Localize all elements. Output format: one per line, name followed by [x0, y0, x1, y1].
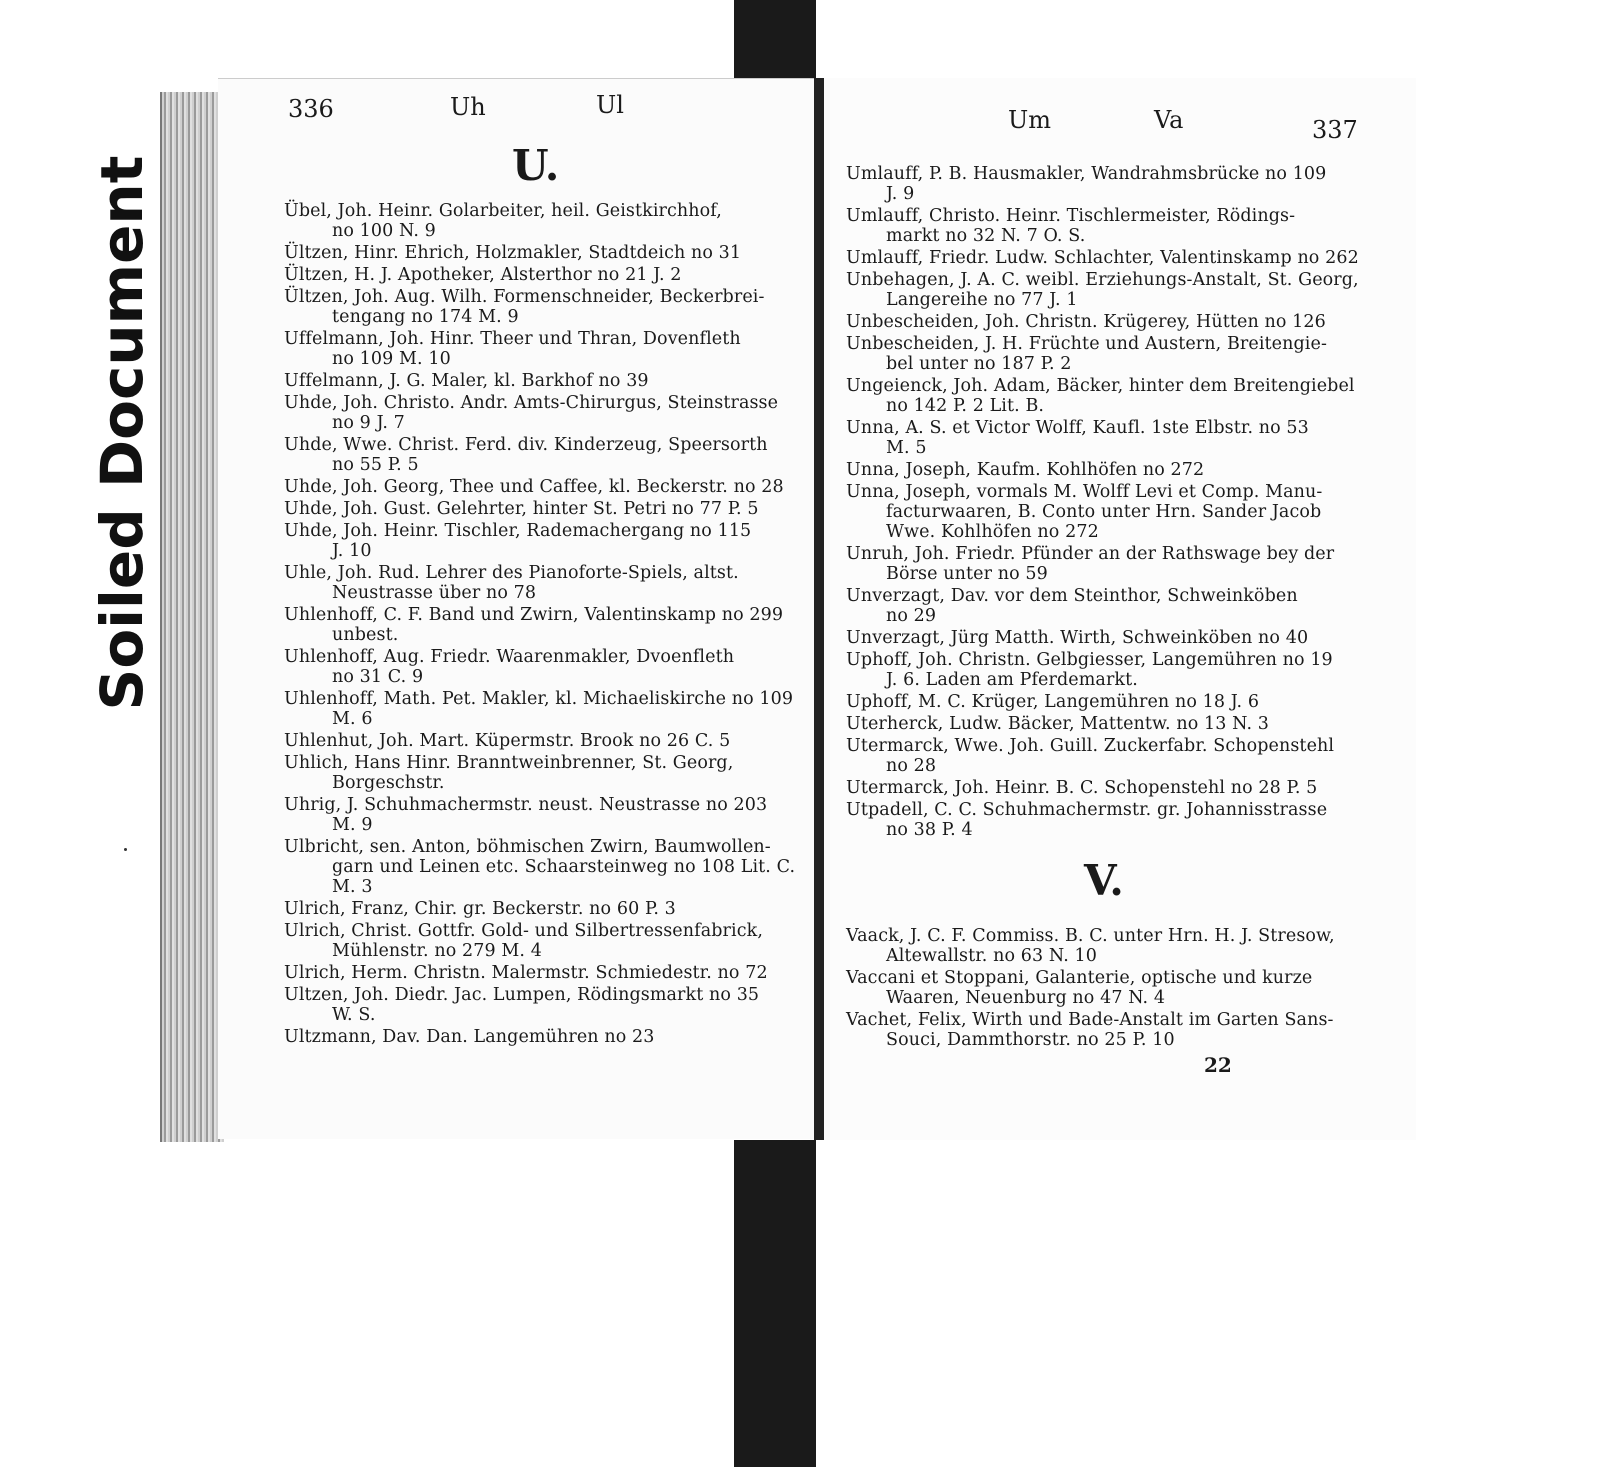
page-number: 336	[288, 95, 334, 123]
signature-mark: 22	[1204, 1053, 1232, 1077]
entry-line: Uhde, Wwe. Christ. Ferd. div. Kinderzeug, Speersorth	[284, 435, 768, 455]
directory-entry	[846, 650, 1412, 690]
entry-line: Utermarck, Wwe. Joh. Guill. Zuckerfabr. Schopenstehl	[846, 736, 1335, 756]
entry-list	[846, 164, 1412, 842]
entry-line: Umlauff, Christo. Heinr. Tischlermeister, Rödings-	[846, 206, 1296, 226]
entry-line: Uhlich, Hans Hinr. Branntweinbrenner, St. Georg,	[284, 753, 734, 773]
directory-entry	[284, 963, 814, 983]
directory-entry	[284, 837, 814, 897]
entry-continuation-line: no 100 N. 9	[332, 221, 436, 241]
entry-continuation-line: M. 5	[886, 438, 927, 458]
entry-list	[284, 201, 814, 1049]
entry-line: Ültzen, Hinr. Ehrich, Holzmakler, Stadtdeich no 31	[284, 243, 742, 263]
entry-continuation-line: Börse unter no 59	[886, 564, 1048, 584]
entry-line: Uhle, Joh. Rud. Lehrer des Pianoforte-Spiels, altst.	[284, 563, 739, 583]
entry-line: Ungeienck, Joh. Adam, Bäcker, hinter dem Breitengiebel	[846, 376, 1355, 396]
entry-continuation-line: W. S.	[332, 1005, 376, 1025]
directory-entry	[846, 586, 1412, 626]
directory-entry	[284, 243, 814, 263]
entry-line: Uhrig, J. Schuhmachermstr. neust. Neustrasse no 203	[284, 795, 768, 815]
entry-line: Unbehagen, J. A. C. weibl. Erziehungs-Anstalt, St. Georg,	[846, 270, 1359, 290]
entry-continuation-line: Wwe. Kohlhöfen no 272	[886, 522, 1099, 542]
directory-entry	[846, 270, 1412, 310]
directory-entry	[284, 477, 814, 497]
entry-line: Ulrich, Herm. Christn. Malermstr. Schmiedestr. no 72	[284, 963, 768, 983]
entry-continuation-line: no 109 M. 10	[332, 349, 451, 369]
entry-line: Vachet, Felix, Wirth und Bade-Anstalt im Garten Sans-	[846, 1010, 1334, 1030]
right-page	[824, 78, 1416, 1140]
directory-entry	[284, 731, 814, 751]
entry-continuation-line: markt no 32 N. 7 O. S.	[886, 226, 1086, 246]
entry-continuation-line: Borgeschstr.	[332, 773, 445, 793]
directory-entry	[846, 1010, 1412, 1050]
entry-continuation-line: unbest.	[332, 625, 399, 645]
speck	[124, 848, 127, 851]
entry-line: Umlauff, Friedr. Ludw. Schlachter, Valentinskamp no 262	[846, 248, 1359, 268]
directory-entry	[284, 985, 814, 1025]
entry-continuation-line: Neustrasse über no 78	[332, 583, 537, 603]
entry-continuation-line: no 142 P. 2 Lit. B.	[886, 396, 1045, 416]
entry-line: Uhde, Joh. Georg, Thee und Caffee, kl. Beckerstr. no 28	[284, 477, 784, 497]
directory-entry	[846, 926, 1412, 966]
entry-continuation-line: no 38 P. 4	[886, 820, 973, 840]
entry-continuation-line: Mühlenstr. no 279 M. 4	[332, 941, 542, 961]
book-gutter	[814, 78, 824, 1140]
running-head-left: Uh	[450, 93, 486, 121]
directory-entry	[284, 435, 814, 475]
entry-line: Uhlenhoff, Math. Pet. Makler, kl. Michaeliskirche no 109	[284, 689, 794, 709]
entry-continuation-line: no 28	[886, 756, 937, 776]
directory-entry	[284, 329, 814, 369]
directory-entry	[284, 201, 814, 241]
directory-entry	[846, 376, 1412, 416]
entry-continuation-line: Altewallstr. no 63 N. 10	[886, 946, 1097, 966]
running-head-right: Va	[1154, 106, 1184, 134]
entry-line: Uhde, Joh. Gust. Gelehrter, hinter St. Petri no 77 P. 5	[284, 499, 759, 519]
entry-line: Vaack, J. C. F. Commiss. B. C. unter Hrn. H. J. Stresow,	[846, 926, 1335, 946]
directory-entry	[284, 371, 814, 391]
directory-entry	[846, 714, 1412, 734]
entry-line: Ultzen, Joh. Diedr. Jac. Lumpen, Rödingsmarkt no 35	[284, 985, 760, 1005]
entry-line: Ulbricht, sen. Anton, böhmischen Zwirn, Baumwollen-	[284, 837, 771, 857]
entry-line: Unbescheiden, J. H. Früchte und Austern, Breitengie-	[846, 334, 1327, 354]
entry-continuation-line: J. 10	[332, 541, 372, 561]
entry-list-v	[846, 926, 1412, 1052]
directory-entry	[284, 689, 814, 729]
entry-line: Ültzen, Joh. Aug. Wilh. Formenschneider, Beckerbrei-	[284, 287, 765, 307]
directory-entry	[284, 287, 814, 327]
entry-line: Uhlenhoff, Aug. Friedr. Waarenmakler, Dvoenfleth	[284, 647, 735, 667]
entry-line: Ulrich, Franz, Chir. gr. Beckerstr. no 60 P. 3	[284, 899, 676, 919]
entry-continuation-line: facturwaaren, B. Conto unter Hrn. Sander Jacob	[886, 502, 1322, 522]
directory-entry	[846, 628, 1412, 648]
entry-line: Uhde, Joh. Christo. Andr. Amts-Chirurgus, Steinstrasse	[284, 393, 779, 413]
document-label: Soiled Document	[88, 155, 156, 711]
directory-entry	[284, 605, 814, 645]
binding-tab-bottom	[734, 1140, 816, 1467]
entry-line: Uphoff, M. C. Krüger, Langemühren no 18 J. 6	[846, 692, 1260, 712]
entry-line: Utermarck, Joh. Heinr. B. C. Schopenstehl no 28 P. 5	[846, 778, 1318, 798]
directory-entry	[846, 482, 1412, 542]
directory-entry	[284, 521, 814, 561]
entry-line: Übel, Joh. Heinr. Golarbeiter, heil. Geistkirchhof,	[284, 201, 722, 221]
entry-line: Unna, Joseph, Kaufm. Kohlhöfen no 272	[846, 460, 1205, 480]
entry-line: Unverzagt, Jürg Matth. Wirth, Schweinköben no 40	[846, 628, 1309, 648]
entry-continuation-line: M. 9	[332, 815, 373, 835]
directory-entry	[846, 736, 1412, 776]
entry-line: Unna, A. S. et Victor Wolff, Kaufl. 1ste Elbstr. no 53	[846, 418, 1309, 438]
left-page	[218, 78, 816, 1139]
entry-line: Uhlenhoff, C. F. Band und Zwirn, Valentinskamp no 299	[284, 605, 784, 625]
entry-line: Uffelmann, Joh. Hinr. Theer und Thran, Dovenfleth	[284, 329, 741, 349]
entry-continuation-line: Langereihe no 77 J. 1	[886, 290, 1078, 310]
entry-continuation-line: M. 3	[332, 877, 373, 897]
entry-continuation-line: garn und Leinen etc. Schaarsteinweg no 108 Lit. C.	[332, 857, 796, 877]
entry-line: Uphoff, Joh. Christn. Gelbgiesser, Langemühren no 19	[846, 650, 1333, 670]
entry-continuation-line: bel unter no 187 P. 2	[886, 354, 1072, 374]
directory-entry	[284, 899, 814, 919]
entry-continuation-line: tengang no 174 M. 9	[332, 307, 519, 327]
entry-line: Unverzagt, Dav. vor dem Steinthor, Schweinköben	[846, 586, 1298, 606]
entry-continuation-line: no 9 J. 7	[332, 413, 405, 433]
entry-line: Vaccani et Stoppani, Galanterie, optische und kurze	[846, 968, 1313, 988]
directory-entry	[284, 1027, 814, 1047]
directory-entry	[846, 778, 1412, 798]
directory-entry	[846, 248, 1412, 268]
entry-continuation-line: Waaren, Neuenburg no 47 N. 4	[886, 988, 1166, 1008]
entry-continuation-line: Souci, Dammthorstr. no 25 P. 10	[886, 1030, 1175, 1050]
entry-line: Ültzen, H. J. Apotheker, Alsterthor no 21 J. 2	[284, 265, 682, 285]
directory-entry	[846, 206, 1412, 246]
directory-entry	[846, 800, 1412, 840]
directory-entry	[846, 418, 1412, 458]
directory-entry	[846, 968, 1412, 1008]
entry-line: Unbescheiden, Joh. Christn. Krügerey, Hütten no 126	[846, 312, 1326, 332]
directory-entry	[284, 265, 814, 285]
directory-entry	[846, 460, 1412, 480]
entry-line: Ultzmann, Dav. Dan. Langemühren no 23	[284, 1027, 655, 1047]
entry-line: Utpadell, C. C. Schuhmachermstr. gr. Johannisstrasse	[846, 800, 1328, 820]
directory-entry	[284, 921, 814, 961]
entry-line: Unna, Joseph, vormals M. Wolff Levi et Comp. Manu-	[846, 482, 1323, 502]
entry-line: Unruh, Joh. Friedr. Pfünder an der Rathswage bey der	[846, 544, 1335, 564]
directory-entry	[846, 334, 1412, 374]
binding-tab-top	[734, 0, 816, 78]
directory-entry	[284, 393, 814, 433]
directory-entry	[846, 312, 1412, 332]
directory-entry	[846, 164, 1412, 204]
directory-entry	[284, 753, 814, 793]
entry-continuation-line: J. 6. Laden am Pferdemarkt.	[886, 670, 1138, 690]
entry-line: Umlauff, P. B. Hausmakler, Wandrahmsbrücke no 109	[846, 164, 1327, 184]
entry-line: Uffelmann, J. G. Maler, kl. Barkhof no 39	[284, 371, 649, 391]
directory-entry	[284, 563, 814, 603]
entry-continuation-line: no 29	[886, 606, 937, 626]
entry-line: Uhlenhut, Joh. Mart. Küpermstr. Brook no 26 C. 5	[284, 731, 731, 751]
directory-entry	[284, 647, 814, 687]
directory-entry	[284, 499, 814, 519]
entry-continuation-line: no 55 P. 5	[332, 455, 419, 475]
directory-entry	[284, 795, 814, 835]
directory-entry	[846, 692, 1412, 712]
entry-continuation-line: J. 9	[886, 184, 915, 204]
section-letter: U.	[512, 141, 560, 190]
directory-entry	[846, 544, 1412, 584]
running-head-left: Um	[1008, 106, 1051, 134]
running-head-right: Ul	[596, 91, 624, 119]
entry-line: Uterherck, Ludw. Bäcker, Mattentw. no 13 N. 3	[846, 714, 1270, 734]
section-letter: V.	[1084, 856, 1124, 905]
entry-line: Ulrich, Christ. Gottfr. Gold- und Silbertressenfabrick,	[284, 921, 763, 941]
page-number: 337	[1312, 116, 1358, 144]
entry-line: Uhde, Joh. Heinr. Tischler, Rademachergang no 115	[284, 521, 752, 541]
entry-continuation-line: no 31 C. 9	[332, 667, 424, 687]
page-edges	[160, 92, 224, 1142]
entry-continuation-line: M. 6	[332, 709, 373, 729]
